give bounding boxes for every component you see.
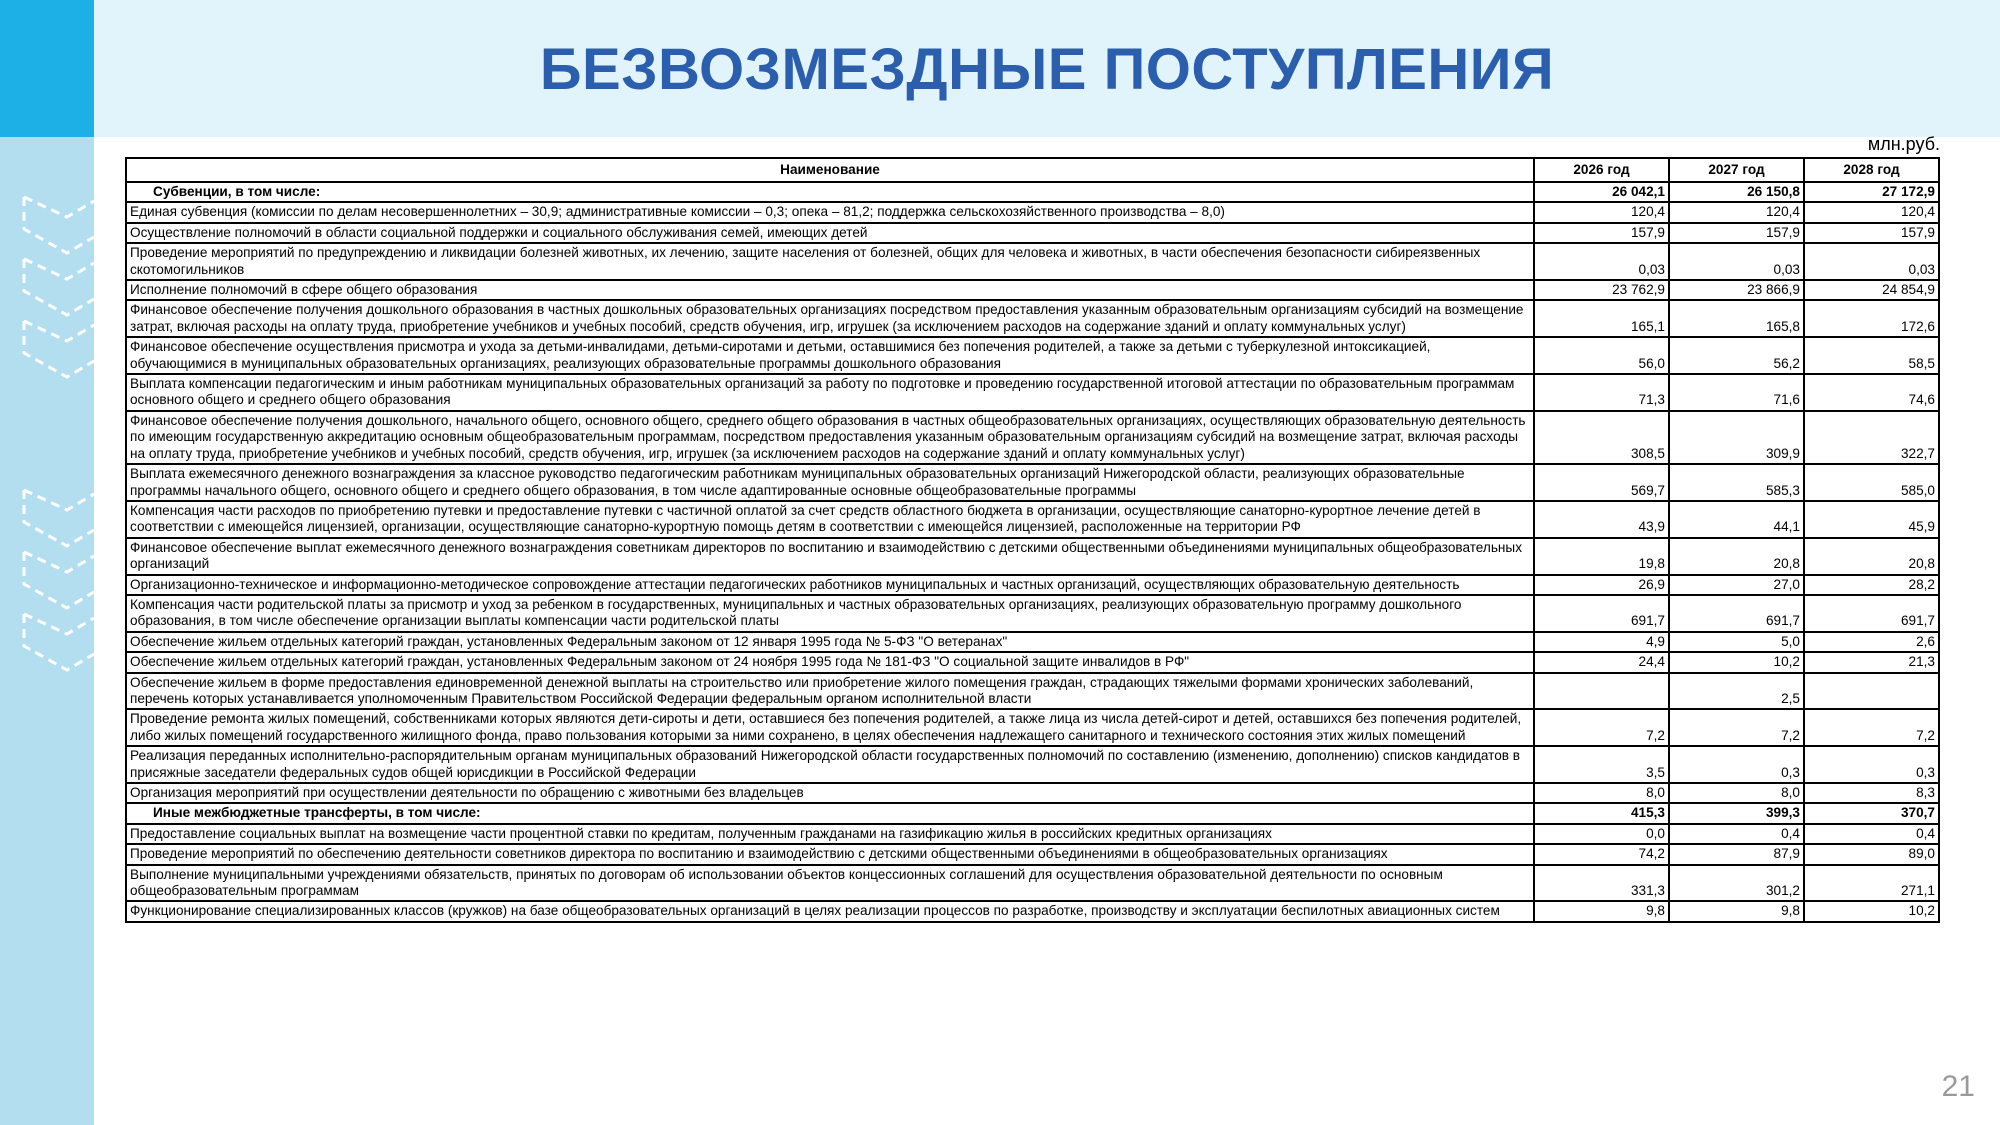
value-2027: 44,1 — [1669, 501, 1804, 538]
row-name: Исполнение полномочий в сфере общего образования — [126, 280, 1534, 300]
table-row — [126, 865, 1939, 902]
row-name: Обеспечение жильем отдельных категорий граждан, установленных Федеральным законом от 24 ноября 1995 года № 181-ФЗ "О социальной защите инвалидов в РФ" — [126, 652, 1534, 672]
value-2026: 24,4 — [1534, 652, 1669, 672]
value-2026: 71,3 — [1534, 374, 1669, 411]
value-2027: 309,9 — [1669, 411, 1804, 464]
value-2026: 165,1 — [1534, 300, 1669, 337]
chevron-icon — [24, 490, 94, 546]
row-name: Финансовое обеспечение выплат ежемесячного денежного вознаграждения советникам директоров по воспитанию и взаимодействию с детскими общественными объединениями муниципальных общеобразовательных организаций — [126, 538, 1534, 575]
value-2026: 26 042,1 — [1534, 182, 1669, 202]
value-2027: 8,0 — [1669, 783, 1804, 803]
row-name: Компенсация части расходов по приобретению путевки и предоставление путевки с частичной оплатой за счет средств областного бюджета в организации, осуществляющие санаторно-курортное лечение детей в соответствии с имеющейся лицензией, организации, осуществляющие санаторно-курортную помощь детям в соответствии с имеющейся лицензией, расположенные на территории РФ — [126, 501, 1534, 538]
value-2027: 26 150,8 — [1669, 182, 1804, 202]
value-2026: 8,0 — [1534, 783, 1669, 803]
table-row — [126, 673, 1939, 710]
value-2027: 27,0 — [1669, 575, 1804, 595]
value-2027: 5,0 — [1669, 632, 1804, 652]
value-2027: 120,4 — [1669, 202, 1804, 222]
value-2027: 56,2 — [1669, 337, 1804, 374]
value-2027: 71,6 — [1669, 374, 1804, 411]
chevron-icon — [24, 259, 94, 279]
value-2026: 308,5 — [1534, 411, 1669, 464]
chevron-icon — [24, 321, 94, 341]
value-2028: 8,3 — [1804, 783, 1939, 803]
row-name: Иные межбюджетные трансферты, в том числе: — [126, 803, 1534, 823]
value-2026 — [1534, 673, 1669, 710]
table-section-row — [126, 182, 1939, 202]
row-name: Выполнение муниципальными учреждениями обязательств, принятых по договорам об использовании объектов концессионных соглашений для осуществления образовательной деятельности по основным общеобразовательным программам — [126, 865, 1534, 902]
decorative-sidebar — [0, 137, 94, 1125]
chevron-icon — [24, 321, 94, 377]
value-2028: 20,8 — [1804, 538, 1939, 575]
value-2028: 322,7 — [1804, 411, 1939, 464]
corner-accent-block — [0, 0, 94, 137]
table-row — [126, 538, 1939, 575]
table-row — [126, 280, 1939, 300]
value-2028: 45,9 — [1804, 501, 1939, 538]
value-2026: 691,7 — [1534, 595, 1669, 632]
units-label: млн.руб. — [1867, 134, 1940, 154]
chevron-decoration-icon — [0, 137, 94, 1125]
value-2027: 0,3 — [1669, 746, 1804, 783]
table-section-row — [126, 803, 1939, 823]
value-2028: 120,4 — [1804, 202, 1939, 222]
value-2026: 26,9 — [1534, 575, 1669, 595]
chevron-icon — [24, 197, 94, 253]
row-name: Выплата компенсации педагогическим и иным работникам муниципальных образовательных организаций за работу по подготовке и проведению государственной итоговой аттестации по образовательным программам основного общего и среднего общего образования — [126, 374, 1534, 411]
value-2027: 585,3 — [1669, 464, 1804, 501]
row-name: Финансовое обеспечение получения дошкольного, начального общего, основного общего, среднего общего образования в частных общеобразовательных организациях, осуществляющих образовательную деятельность по имеющим государственную аккредитацию основным общеобразовательным программам, посредством предоставления указанным образовательным организациям субсидий на возмещение затрат, включая расходы на оплату труда, приобретение учебников и учебных пособий, средств обучения, игр, игрушек (за исключением расходов на содержание зданий и оплату коммунальных услуг) — [126, 411, 1534, 464]
value-2028: 2,6 — [1804, 632, 1939, 652]
value-2027: 87,9 — [1669, 844, 1804, 864]
value-2026: 7,2 — [1534, 709, 1669, 746]
row-name: Обеспечение жильем отдельных категорий граждан, установленных Федеральным законом от 12 января 1995 года № 5-ФЗ "О ветеранах" — [126, 632, 1534, 652]
value-2026: 43,9 — [1534, 501, 1669, 538]
column-header-2028: 2028 год — [1804, 158, 1939, 182]
row-name: Финансовое обеспечение осуществления присмотра и ухода за детьми-инвалидами, детьми-сиротами и детьми, оставшимися без попечения родителей, а также за детьми с туберкулезной интоксикацией, обучающимися в муниципальных образовательных организациях, реализующих образовательные программы дошкольного образования — [126, 337, 1534, 374]
row-name: Предоставление социальных выплат на возмещение части процентной ставки по кредитам, полученным гражданами на газификацию жилья в российских кредитных организациях — [126, 824, 1534, 844]
table-row — [126, 901, 1939, 921]
table-row — [126, 783, 1939, 803]
value-2028: 172,6 — [1804, 300, 1939, 337]
column-header-2027: 2027 год — [1669, 158, 1804, 182]
value-2026: 120,4 — [1534, 202, 1669, 222]
table-row — [126, 243, 1939, 280]
row-name: Проведение мероприятий по предупреждению и ликвидации болезней животных, их лечению, защите населения от болезней, общих для человека и животных, в части обеспечения безопасности сибиреязвенных скотомогильников — [126, 243, 1534, 280]
table-row — [126, 374, 1939, 411]
chevron-icon — [24, 614, 94, 634]
value-2027: 10,2 — [1669, 652, 1804, 672]
table-row — [126, 411, 1939, 464]
row-name: Компенсация части родительской платы за присмотр и уход за ребенком в государственных, муниципальных и частных образовательных организациях, реализующих образовательную программу дошкольного образования, в том числе обеспечение организации выплаты компенсации части родительской платы — [126, 595, 1534, 632]
table-row — [126, 223, 1939, 243]
value-2028: 28,2 — [1804, 575, 1939, 595]
table-row — [126, 501, 1939, 538]
table-row — [126, 824, 1939, 844]
value-2028: 691,7 — [1804, 595, 1939, 632]
row-name: Проведение ремонта жилых помещений, собственниками которых являются дети-сироты и дети, оставшиеся без попечения родителей, а также лица из числа детей-сирот и детей, оставшихся без попечения родителей, либо жилых помещений государственного жилищного фонда, право пользования которыми за ними сохранено, в целях обеспечения надлежащего санитарного и технического состояния этих жилых помещений — [126, 709, 1534, 746]
value-2027: 157,9 — [1669, 223, 1804, 243]
value-2028: 585,0 — [1804, 464, 1939, 501]
value-2028: 74,6 — [1804, 374, 1939, 411]
table-row — [126, 652, 1939, 672]
value-2028: 89,0 — [1804, 844, 1939, 864]
table-row — [126, 709, 1939, 746]
value-2028: 370,7 — [1804, 803, 1939, 823]
table-header-row — [126, 158, 1939, 182]
value-2028: 21,3 — [1804, 652, 1939, 672]
chevron-icon — [24, 552, 94, 572]
table-row — [126, 632, 1939, 652]
table-row — [126, 464, 1939, 501]
value-2026: 4,9 — [1534, 632, 1669, 652]
table-row — [126, 844, 1939, 864]
value-2027: 20,8 — [1669, 538, 1804, 575]
page-title: БЕЗВОЗМЕЗДНЫЕ ПОСТУПЛЕНИЯ — [539, 37, 1555, 102]
page-number: 21 — [1941, 1070, 1975, 1103]
table-row — [126, 746, 1939, 783]
table-row — [126, 595, 1939, 632]
value-2028: 0,4 — [1804, 824, 1939, 844]
table-row — [126, 202, 1939, 222]
value-2027: 691,7 — [1669, 595, 1804, 632]
value-2028: 271,1 — [1804, 865, 1939, 902]
row-name: Организация мероприятий при осуществлении деятельности по обращению с животными без владельцев — [126, 783, 1534, 803]
value-2027: 0,4 — [1669, 824, 1804, 844]
value-2028: 24 854,9 — [1804, 280, 1939, 300]
value-2026: 415,3 — [1534, 803, 1669, 823]
row-name: Единая субвенция (комиссии по делам несовершеннолетних – 30,9; административные комиссии – 0,3; опека – 81,2; поддержка сельскохозяйственного производства – 8,0) — [126, 202, 1534, 222]
value-2026: 0,03 — [1534, 243, 1669, 280]
chevron-icon — [24, 490, 94, 510]
chevron-icon — [24, 552, 94, 608]
chevron-icon — [24, 197, 94, 217]
value-2027: 0,03 — [1669, 243, 1804, 280]
value-2027: 23 866,9 — [1669, 280, 1804, 300]
chevron-icon — [24, 259, 94, 315]
value-2026: 23 762,9 — [1534, 280, 1669, 300]
value-2026: 56,0 — [1534, 337, 1669, 374]
value-2026: 0,0 — [1534, 824, 1669, 844]
value-2028: 0,03 — [1804, 243, 1939, 280]
row-name: Выплата ежемесячного денежного вознаграждения за классное руководство педагогическим работникам муниципальных образовательных организаций Нижегородской области, реализующих образовательные программы начального общего, основного общего и среднего общего образования, в том числе адаптированные основные общеобразовательные программы — [126, 464, 1534, 501]
value-2027: 301,2 — [1669, 865, 1804, 902]
value-2028 — [1804, 673, 1939, 710]
row-name: Реализация переданных исполнительно-распорядительным органам муниципальных образований Нижегородской области государственных полномочий по составлению (изменению, дополнению) списков кандидатов в присяжные заседатели федеральных судов общей юрисдикции в Российской Федерации — [126, 746, 1534, 783]
row-name: Проведение мероприятий по обеспечению деятельности советников директора по воспитанию и взаимодействию с детскими общественными объединениями в общеобразовательных организациях — [126, 844, 1534, 864]
value-2028: 27 172,9 — [1804, 182, 1939, 202]
table-row — [126, 337, 1939, 374]
column-header-2026: 2026 год — [1534, 158, 1669, 182]
value-2026: 74,2 — [1534, 844, 1669, 864]
column-header-name: Наименование — [126, 158, 1534, 182]
row-name: Организационно-техническое и информационно-методическое сопровождение аттестации педагогических работников муниципальных и частных организаций, осуществляющих образовательную деятельность — [126, 575, 1534, 595]
value-2027: 165,8 — [1669, 300, 1804, 337]
value-2026: 569,7 — [1534, 464, 1669, 501]
value-2027: 9,8 — [1669, 901, 1804, 921]
value-2026: 9,8 — [1534, 901, 1669, 921]
value-2028: 58,5 — [1804, 337, 1939, 374]
value-2028: 7,2 — [1804, 709, 1939, 746]
value-2026: 331,3 — [1534, 865, 1669, 902]
value-2028: 10,2 — [1804, 901, 1939, 921]
row-name: Функционирование специализированных классов (кружков) на базе общеобразовательных организаций в целях реализации процессов по разработке, производству и эксплуатации беспилотных авиационных систем — [126, 901, 1534, 921]
table-row — [126, 575, 1939, 595]
row-name: Обеспечение жильем в форме предоставления единовременной денежной выплаты на строительство или приобретение жилого помещения граждан, страдающих тяжелыми формами хронических заболеваний, перечень которых устанавливается уполномоченным Правительством Российской Федерации федеральным органом исполнительной власти — [126, 673, 1534, 710]
value-2027: 2,5 — [1669, 673, 1804, 710]
revenue-table — [125, 157, 1940, 923]
row-name: Финансовое обеспечение получения дошкольного образования в частных дошкольных образовательных организациях посредством предоставления указанным образовательным организациям субсидий на возмещение затрат, включая расходы на оплату труда, приобретение учебников и учебных пособий, средств обучения, игр, игрушек (за исключением расходов на содержание зданий и оплату коммунальных услуг) — [126, 300, 1534, 337]
row-name: Субвенции, в том числе: — [126, 182, 1534, 202]
value-2026: 3,5 — [1534, 746, 1669, 783]
value-2027: 7,2 — [1669, 709, 1804, 746]
row-name: Осуществление полномочий в области социальной поддержки и социального обслуживания семей, имеющих детей — [126, 223, 1534, 243]
value-2027: 399,3 — [1669, 803, 1804, 823]
value-2028: 0,3 — [1804, 746, 1939, 783]
table-row — [126, 300, 1939, 337]
value-2026: 19,8 — [1534, 538, 1669, 575]
value-2028: 157,9 — [1804, 223, 1939, 243]
chevron-icon — [24, 614, 94, 670]
value-2026: 157,9 — [1534, 223, 1669, 243]
